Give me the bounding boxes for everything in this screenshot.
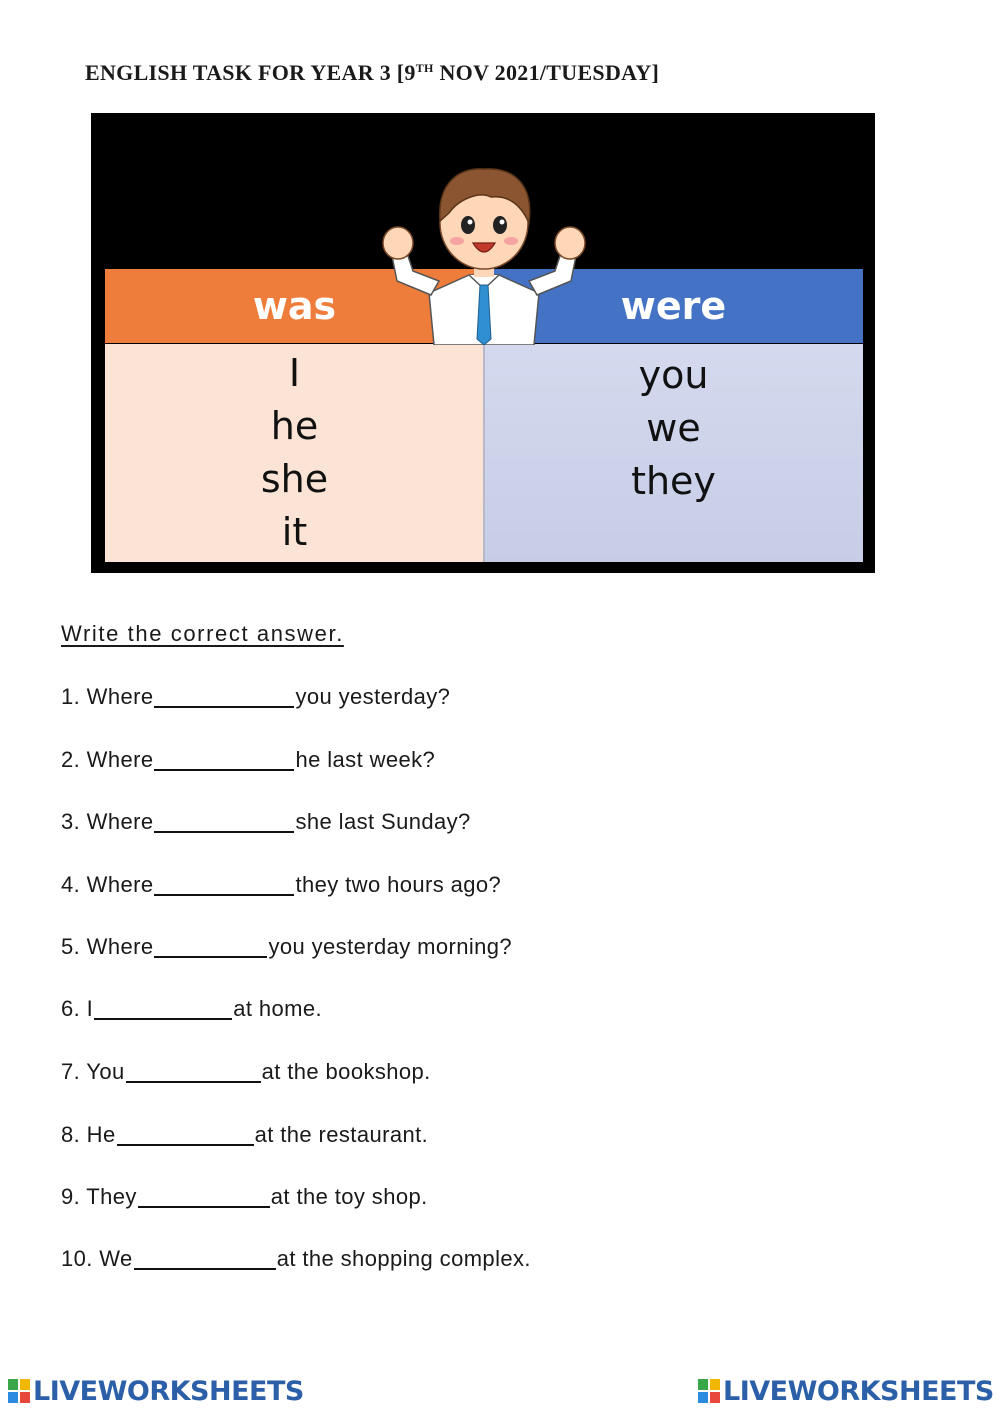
question-item: [61, 743, 435, 773]
was-pronoun: I: [288, 351, 301, 395]
were-pronoun: we: [646, 406, 701, 450]
column-divider: [483, 344, 485, 562]
question-suffix: at the toy shop.: [270, 1184, 428, 1209]
question-suffix: at the shopping complex.: [276, 1246, 531, 1271]
question-prefix: 2. Where: [61, 747, 154, 772]
answer-blank[interactable]: [154, 872, 294, 896]
footer-brand-left[interactable]: [8, 1376, 304, 1406]
were-pronoun: you: [638, 353, 709, 397]
question-prefix: 6. I: [61, 996, 94, 1021]
question-item: [61, 1055, 431, 1085]
answer-blank[interactable]: [154, 684, 294, 708]
worksheet-title: [85, 60, 659, 86]
question-prefix: 3. Where: [61, 809, 154, 834]
was-pronoun-list: [105, 344, 484, 562]
question-item: [61, 680, 450, 710]
question-suffix: at home.: [233, 996, 322, 1021]
question-item: [61, 992, 322, 1022]
question-suffix: they two hours ago?: [295, 872, 502, 897]
answer-blank[interactable]: [94, 996, 232, 1020]
answer-blank[interactable]: [138, 1184, 270, 1208]
question-item: [61, 868, 501, 898]
question-prefix: 5. Where: [61, 934, 154, 959]
question-prefix: 9. They: [61, 1184, 137, 1209]
question-suffix: at the bookshop.: [261, 1059, 431, 1084]
answer-blank[interactable]: [126, 1059, 261, 1083]
question-prefix: 1. Where: [61, 684, 154, 709]
was-pronoun: he: [270, 404, 319, 448]
were-pronoun: they: [631, 459, 716, 503]
question-suffix: she last Sunday?: [295, 809, 471, 834]
was-were-chart: [91, 113, 875, 573]
question-item: [61, 805, 471, 835]
title-suffix: NOV 2021/TUESDAY]: [433, 60, 660, 85]
question-suffix: you yesterday?: [295, 684, 451, 709]
question-suffix: at the restaurant.: [254, 1122, 429, 1147]
title-prefix: ENGLISH TASK FOR YEAR 3 [9: [85, 60, 416, 85]
question-prefix: 8. He: [61, 1122, 116, 1147]
brand-text: LIVEWORKSHEETS: [33, 1375, 304, 1407]
question-prefix: 10. We: [61, 1246, 133, 1271]
question-item: [61, 1180, 428, 1210]
answer-blank[interactable]: [117, 1122, 254, 1146]
question-item: [61, 1242, 531, 1272]
liveworksheets-logo-icon: [8, 1379, 30, 1403]
question-prefix: 7. You: [61, 1059, 125, 1084]
was-pronoun: it: [281, 510, 308, 554]
answer-blank[interactable]: [154, 934, 267, 958]
question-item: [61, 930, 512, 960]
question-suffix: he last week?: [295, 747, 436, 772]
title-superscript: TH: [415, 61, 434, 75]
were-pronoun-list: [484, 344, 863, 562]
cartoon-boy-illustration: [369, 143, 599, 345]
brand-text: LIVEWORKSHEETS: [723, 1375, 994, 1407]
answer-blank[interactable]: [154, 809, 294, 833]
answer-blank[interactable]: [134, 1246, 276, 1270]
question-suffix: you yesterday morning?: [268, 934, 513, 959]
answer-blank[interactable]: [154, 747, 294, 771]
question-prefix: 4. Where: [61, 872, 154, 897]
were-header: were: [484, 269, 863, 343]
liveworksheets-logo-icon: [698, 1379, 720, 1403]
footer-brand-right[interactable]: [698, 1376, 994, 1406]
instruction-heading: Write the correct answer.: [61, 621, 344, 646]
was-pronoun: she: [260, 457, 329, 501]
question-item: [61, 1118, 428, 1148]
was-header: was: [105, 269, 484, 343]
